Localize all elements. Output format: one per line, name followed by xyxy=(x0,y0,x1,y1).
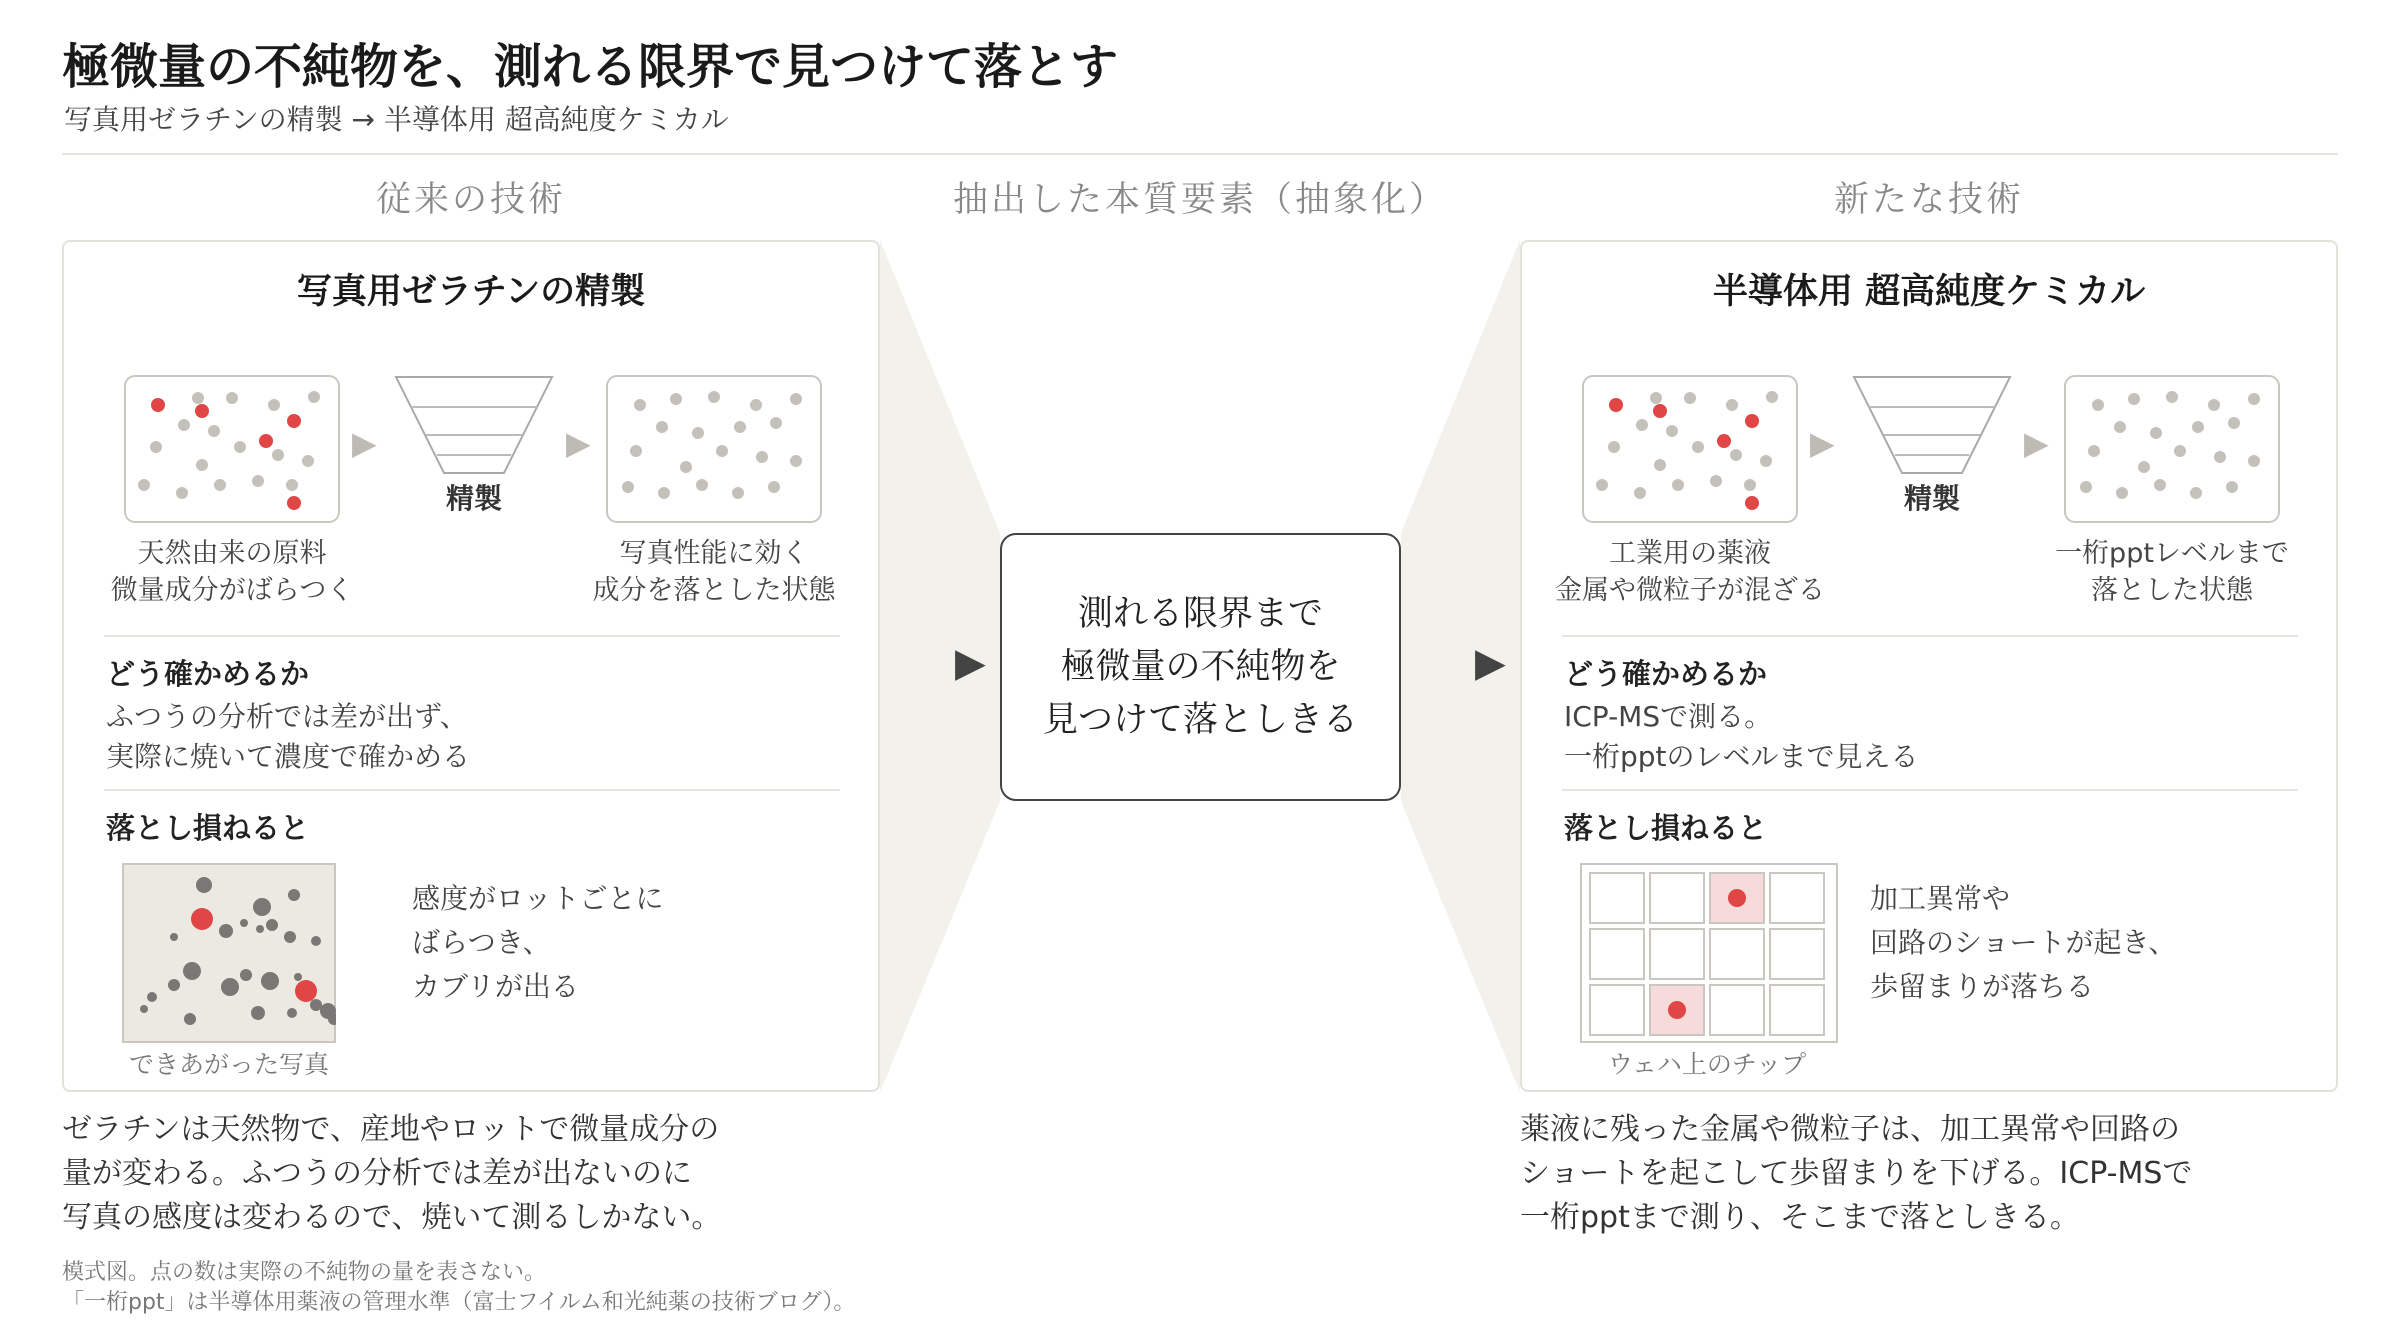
filter-funnel-icon xyxy=(394,375,554,475)
right-fail-heading: 落とし損ねると xyxy=(1564,811,1768,845)
right-raw-caption: 工業用の薬液 金属や微粒子が混ざる xyxy=(1555,538,1825,606)
left-explanation: ゼラチンは天然物で、産地やロットで微量成分の 量が変わる。ふつうの分析では差が出ないのに 写真の感度は変わるので、焼いて測るしかない。 xyxy=(62,1112,722,1235)
column-heading-right: 新たな技術 xyxy=(1833,180,2024,220)
left-divider-1 xyxy=(104,635,840,637)
essence-line: 測れる限界まで xyxy=(1077,593,1323,634)
right-image-caption: ウェハ上のチップ xyxy=(1607,1050,1807,1079)
left-to-center-arrow-icon: ▶ xyxy=(955,640,986,686)
essence-box xyxy=(1000,533,1401,801)
column-heading-left: 従来の技術 xyxy=(375,180,566,220)
filter-funnel-icon xyxy=(1852,375,2012,475)
column-heading-center: 抽出した本質要素（抽象化） xyxy=(952,180,1447,220)
left-panel xyxy=(62,240,880,1092)
left-panel-title: 写真用ゼラチンの精製 xyxy=(296,272,646,312)
right-panel-title: 半導体用 超高純度ケミカル xyxy=(1712,272,2146,312)
process-arrow-icon: ▶ xyxy=(1810,424,1835,462)
right-fail-body: 加工異常や 回路のショートが起き、 歩留まりが落ちる xyxy=(1870,882,2177,1003)
right-panel xyxy=(1520,240,2338,1092)
right-divider-1 xyxy=(1562,635,2298,637)
right-check-heading: どう確かめるか xyxy=(1564,657,1768,691)
right-result-box xyxy=(2064,375,2280,523)
header-divider xyxy=(62,153,2338,155)
left-fail-body: 感度がロットごとに ばらつき、 カブリが出る xyxy=(412,882,664,1003)
process-arrow-icon: ▶ xyxy=(566,424,591,462)
left-check-heading: どう確かめるか xyxy=(106,657,310,691)
left-result-box xyxy=(606,375,822,523)
page-title: 極微量の不純物を、測れる限界で見つけて落とす xyxy=(62,39,1119,95)
developed-photo-image xyxy=(122,863,336,1043)
left-filter-label: 精製 xyxy=(445,482,502,515)
right-divider-2 xyxy=(1562,789,2298,791)
right-explanation: 薬液に残った金属や微粒子は、加工異常や回路の ショートを起こして歩留まりを下げる。ICP-MSで 一桁pptまで測り、そこまで落としきる。 xyxy=(1520,1112,2193,1235)
right-filter-label: 精製 xyxy=(1903,482,1960,515)
process-arrow-icon: ▶ xyxy=(352,424,377,462)
left-result-caption: 写真性能に効く 成分を落とした状態 xyxy=(592,538,836,606)
right-check-body: ICP-MSで測る。 一桁pptのレベルまで見える xyxy=(1564,700,1919,773)
left-check-body: ふつうの分析では差が出ず、 実際に焼いて濃度で確かめる xyxy=(106,700,471,773)
right-result-caption: 一桁pptレベルまで 落とした状態 xyxy=(2055,538,2289,606)
footnotes: 模式図。点の数は実際の不純物の量を表さない。 「一桁ppt」は半導体用薬液の管理水準（富士フイルム和光純薬の技術ブログ）。 xyxy=(62,1260,856,1315)
wafer-chip-grid-image xyxy=(1580,863,1838,1043)
right-raw-material-box xyxy=(1582,375,1798,523)
essence-line: 極微量の不純物を xyxy=(1060,646,1341,687)
left-raw-material-box xyxy=(124,375,340,523)
left-fail-heading: 落とし損ねると xyxy=(106,811,310,845)
process-arrow-icon: ▶ xyxy=(2024,424,2049,462)
left-image-caption: できあがった写真 xyxy=(128,1050,329,1079)
left-divider-2 xyxy=(104,789,840,791)
center-to-right-arrow-icon: ▶ xyxy=(1475,640,1506,686)
page-subtitle: 写真用ゼラチンの精製 → 半導体用 超高純度ケミカル xyxy=(64,103,729,136)
essence-line: 見つけて落としきる xyxy=(1042,699,1358,740)
left-raw-caption: 天然由来の原料 微量成分がばらつく xyxy=(110,538,354,606)
